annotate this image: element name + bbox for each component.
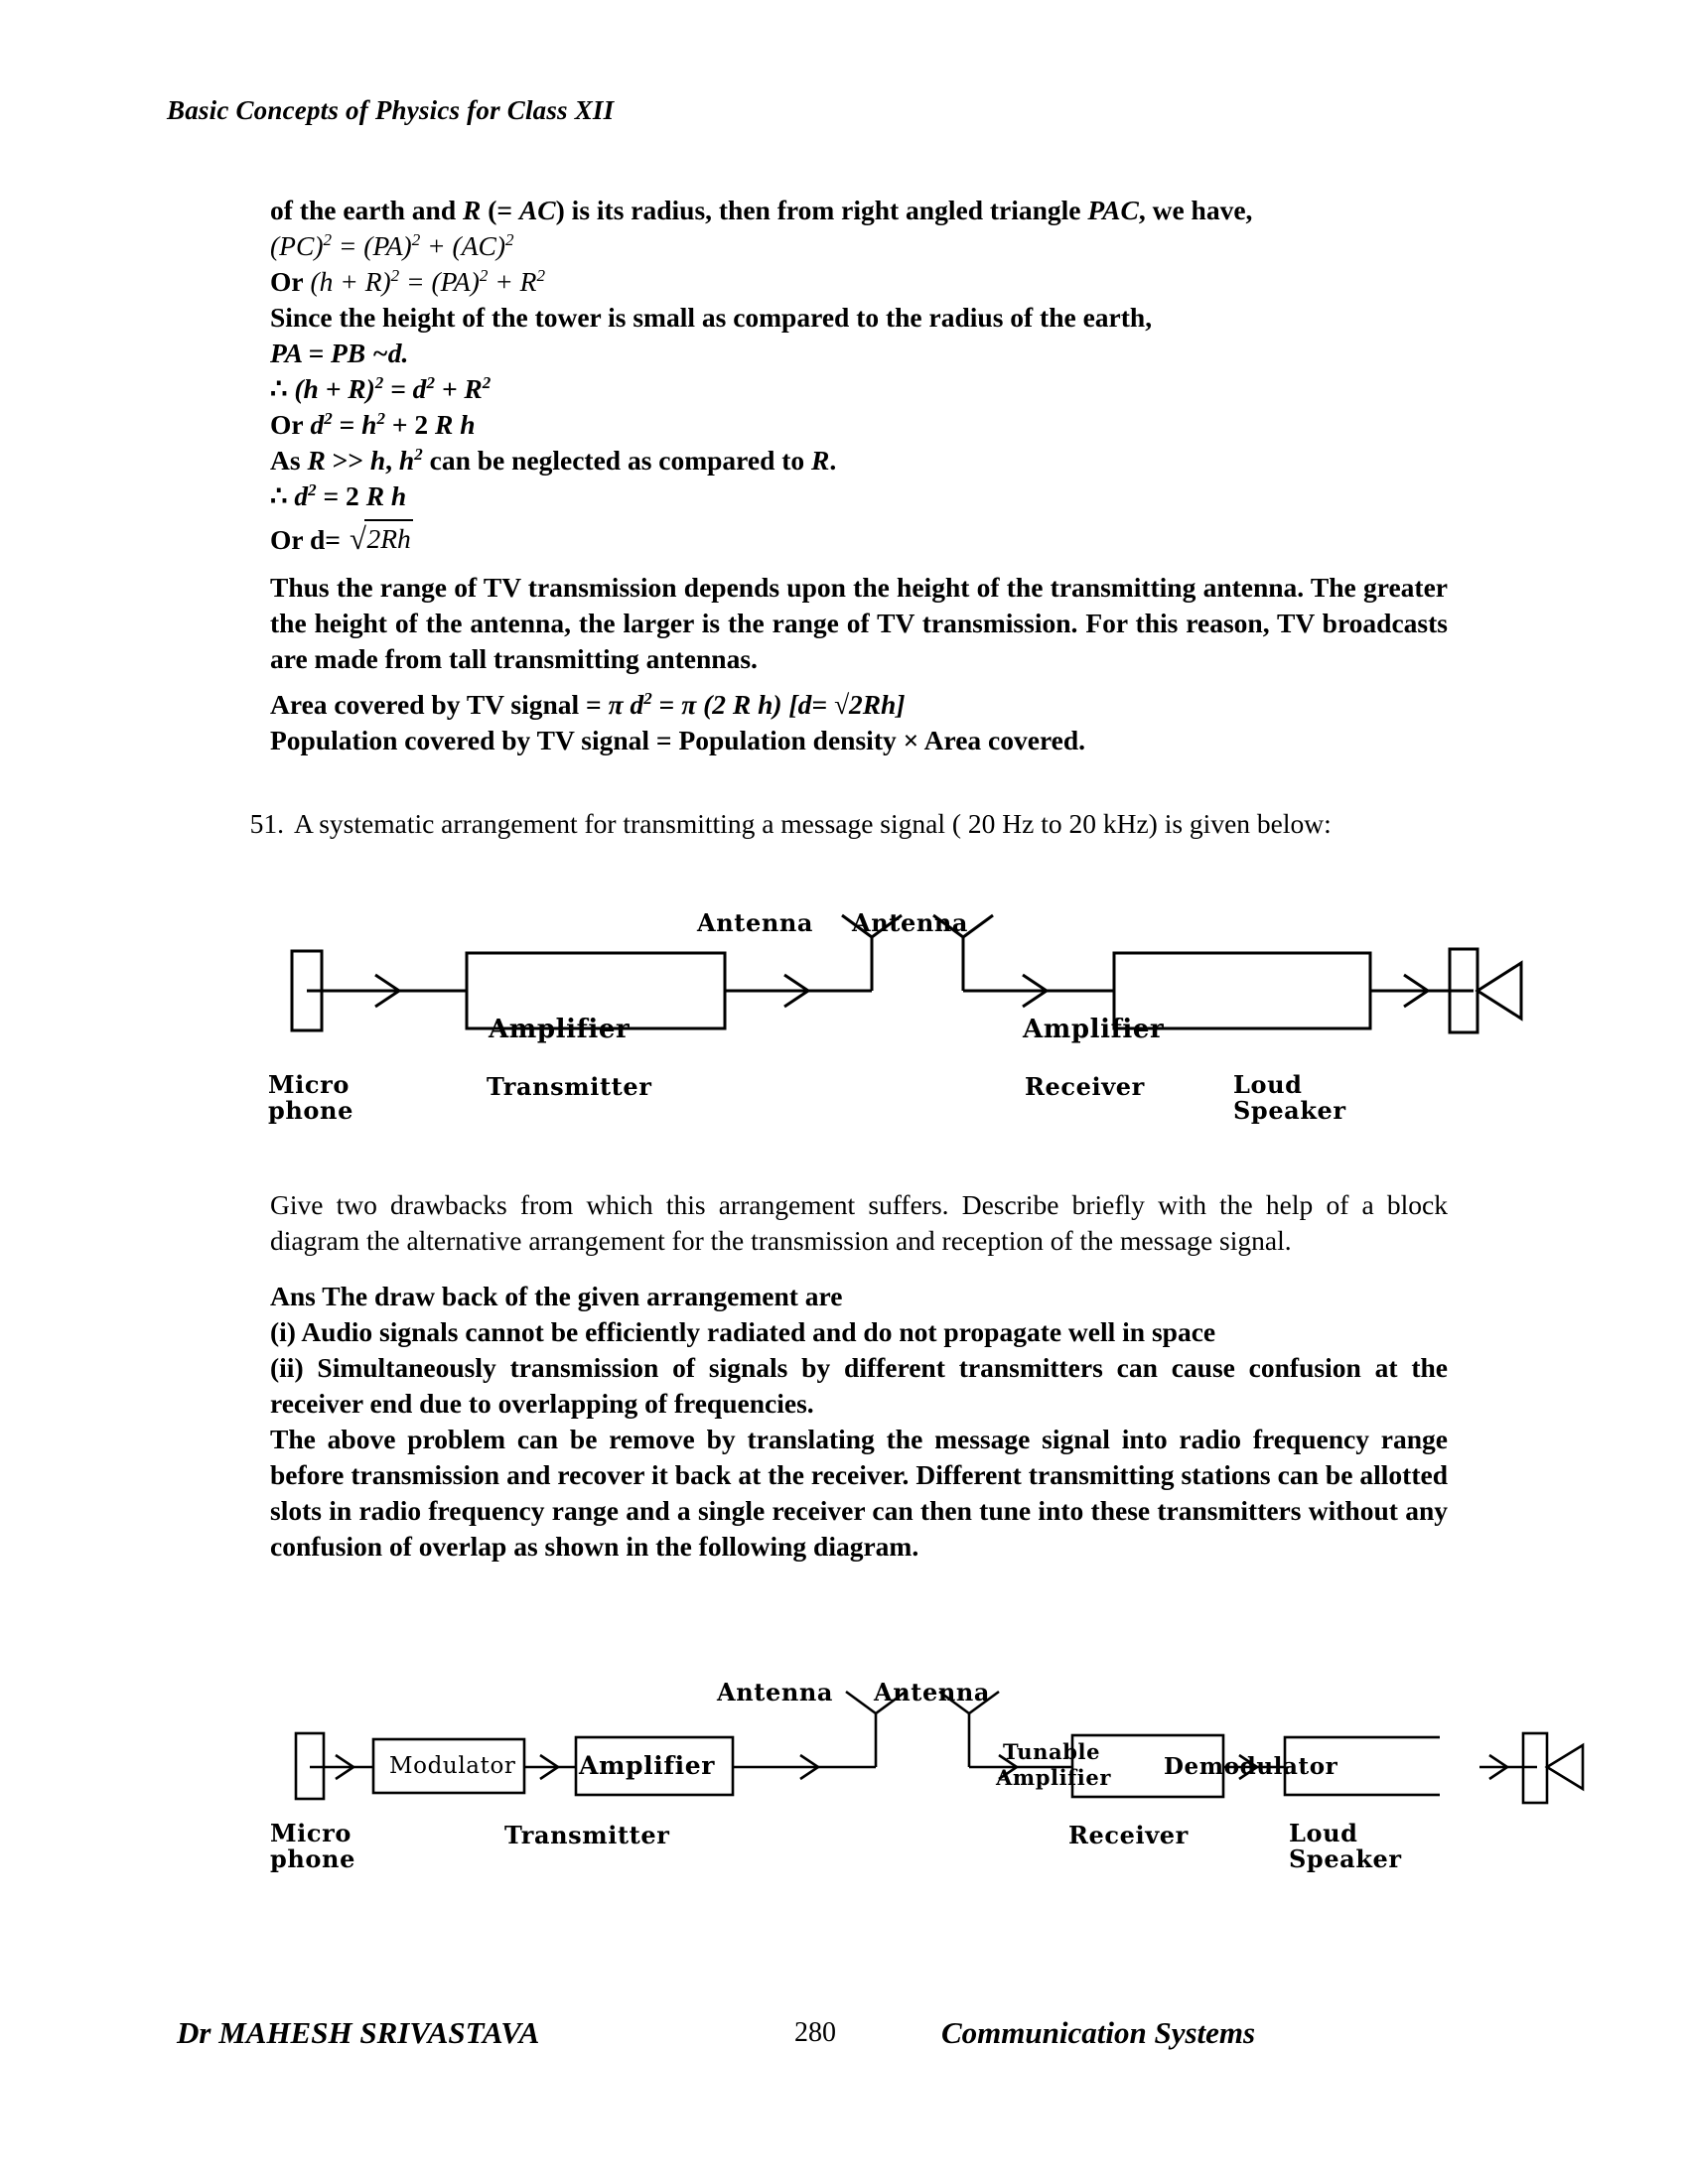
loudspeaker-group-2 — [1479, 1678, 1638, 1856]
answer-point-i: (i) Audio signals cannot be efficiently radiated and do not propagate well in space — [270, 1316, 1216, 1347]
figure2-tunable-label-2: Amplifier — [996, 1765, 1111, 1790]
figure2-microphone-label-2: phone — [270, 1844, 355, 1873]
para-give-two-drawbacks: Give two drawbacks from which this arrangement suffers. Describe briefly with the help of a block diagram the alternative arrangement for the transmission and reception of the message signal. — [270, 1189, 1448, 1256]
figure2-speaker-label: Speaker — [1289, 1844, 1402, 1873]
question-text: A systematic arrangement for transmitting a message signal ( 20 Hz to 20 kHz) is given below: — [294, 808, 1332, 839]
figure2-receiver-label: Receiver — [1068, 1821, 1189, 1849]
figure1-microphone-label-1: Micro — [268, 1070, 350, 1099]
answer-heading: Ans The draw back of the given arrangement are — [270, 1281, 843, 1311]
figure2-microphone-label-1: Micro — [270, 1819, 352, 1847]
equation-therefore-d-squared: ∴ $d^2 = 2$ R h — [270, 479, 407, 511]
footer-page-number: 280 — [794, 2017, 836, 2048]
para-thus-range: Thus the range of TV transmission depends upon the height of the transmitting antenna. The greater the height of the antenna, the larger is the range of TV transmission. For this reason, TV broadcasts are made from tall transmitting antennas. — [270, 572, 1448, 674]
figure1-microphone-label-2: phone — [268, 1096, 353, 1125]
para-above-problem: The above problem can be remove by translating the message signal into radio frequency range before transmission and recover it back at the receiver. Different transmitting stations can be allotted slots in radio frequency range and a single receiver can then tune into these transmitters without any confusion of overlap as shown in the following diagram. — [270, 1424, 1448, 1562]
speaker-horn-2 — [1547, 1745, 1583, 1789]
equation-pa-pb: PA = PB ~d. — [270, 338, 409, 368]
speaker-horn — [1477, 963, 1521, 1019]
line-population-covered: Population covered by TV signal = Population density × Area covered. — [270, 725, 1086, 755]
line-since-height: Since the height of the tower is small as compared to the radius of the earth, — [270, 302, 1153, 333]
figure2-modulator-label: Modulator — [389, 1753, 516, 1779]
line-area-covered: Area covered by TV signal = π $d^2 = \pi$ (2 R h) [d= √2Rh] — [270, 688, 906, 720]
equation-therefore-h-r: ∴ $(h + R)^2 = d^2 + R^2$ — [270, 372, 492, 404]
equation-pc-squared: (PC)$^2$ = (PA)$^2$ + (AC)$^2$ — [270, 229, 514, 261]
figure1-speaker-label: Speaker — [1233, 1096, 1346, 1125]
equation-or-h-r: Or $(h + R)^2 = (PA)^2 + R^2$ — [270, 265, 545, 297]
question-number: 51. — [249, 808, 284, 839]
line-as-r-greater: As R >> h, $h^2$ can be neglected as compared to R. — [270, 444, 837, 476]
footer-author: Dr MAHESH SRIVASTAVA — [177, 2015, 540, 2050]
footer-chapter: Communication Systems — [941, 2015, 1256, 2050]
figure1-antenna-right-label: Antenna — [852, 908, 969, 937]
radical-symbol: √2Rh — [348, 520, 413, 558]
figure1-antenna-left-label: Antenna — [697, 908, 814, 937]
figure2-tunable-label-1: Tunable — [1003, 1739, 1101, 1764]
loudspeaker-group-1 — [1370, 913, 1559, 1112]
figure1-amplifier-rx-label: Amplifier — [1023, 1015, 1165, 1044]
equation-or-d-squared: Or $d^2 = h^2 + 2$ R h — [270, 408, 476, 440]
figure1-receiver-label: Receiver — [1025, 1072, 1145, 1101]
figure2-demodulator-label: Demodulator — [1164, 1753, 1338, 1780]
figure1-loud-label: Loud — [1233, 1070, 1303, 1099]
figure2-transmitter-label: Transmitter — [504, 1821, 670, 1849]
figure1-amplifier-tx-label: Amplifier — [489, 1015, 631, 1044]
derivation-block — [270, 193, 1448, 758]
answer-point-ii: (ii) Simultaneously transmission of signals by different transmitters can cause confusion at the receiver end due to overlapping of frequencies. — [270, 1352, 1448, 1419]
answer-block — [270, 1279, 1448, 1565]
line-intro: of the earth and R (= AC) is its radius, then from right angled triangle PAC, we have, — [270, 195, 1253, 225]
figure2-amplifier-label: Amplifier — [579, 1751, 716, 1780]
figure2-loud-label: Loud — [1289, 1819, 1358, 1847]
equation-or-d-sqrt — [270, 520, 1448, 558]
figure1-transmitter-label: Transmitter — [487, 1072, 652, 1101]
figure2-antenna-right-label: Antenna — [874, 1678, 991, 1706]
radical-radicand: 2Rh — [364, 519, 413, 557]
equation-sqrt-prefix: Or d= — [270, 524, 348, 555]
figure2-antenna-left-label: Antenna — [717, 1678, 834, 1706]
figure1-speaker-svg — [1370, 913, 1559, 1112]
figure2-speaker-svg — [1479, 1678, 1638, 1856]
running-head: Basic Concepts of Physics for Class XII — [167, 95, 615, 125]
question-item-51 — [228, 806, 1456, 842]
